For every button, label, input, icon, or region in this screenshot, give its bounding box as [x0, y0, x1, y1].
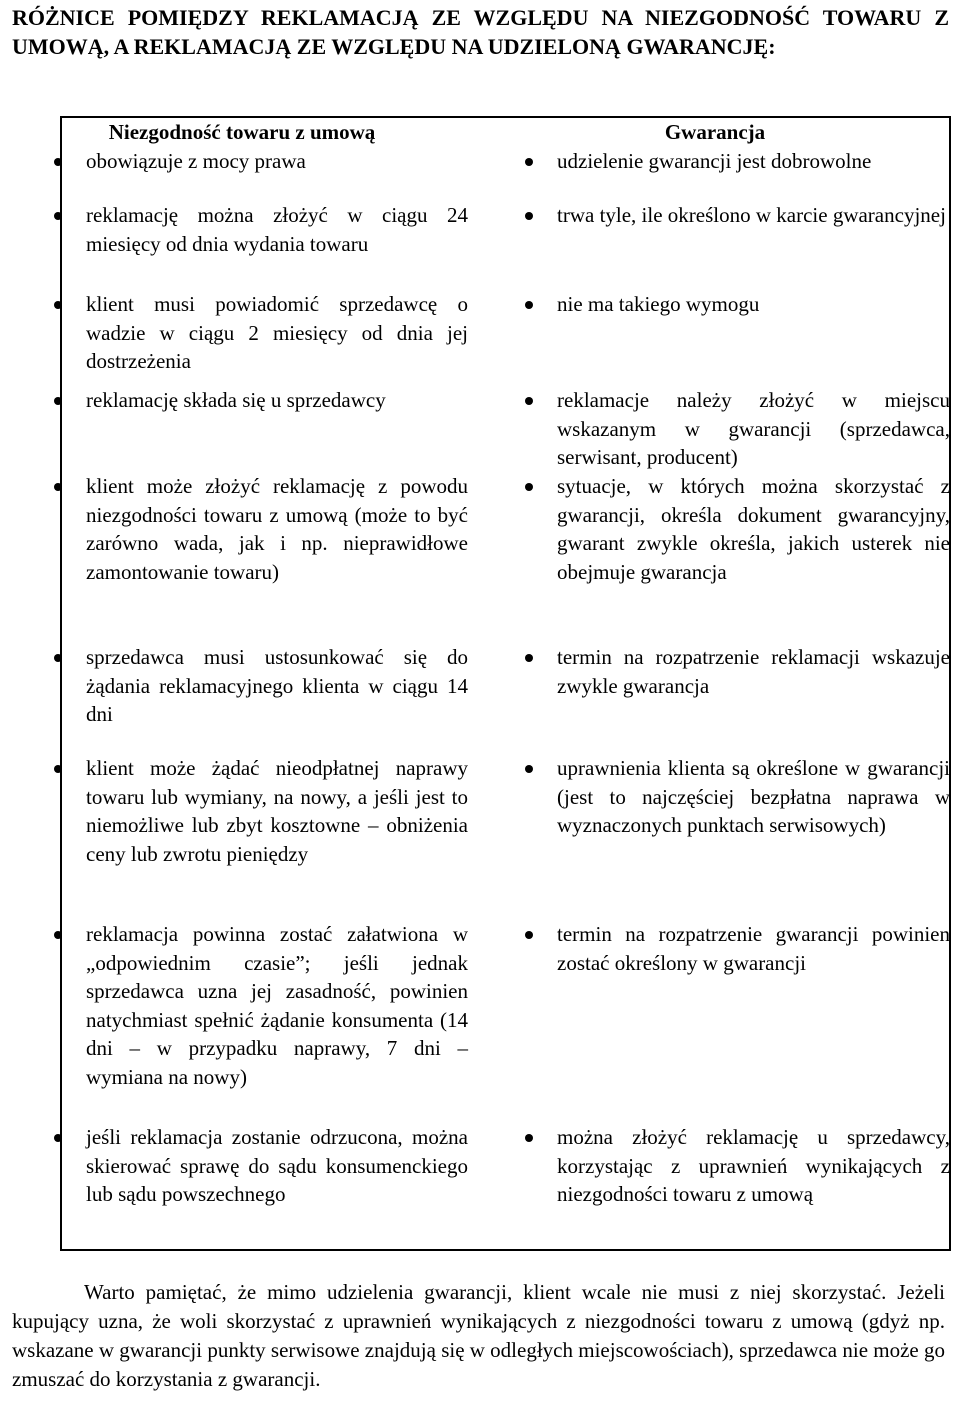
bullet-icon	[525, 483, 533, 491]
bullet-icon	[525, 931, 533, 939]
bullet-icon	[54, 1134, 62, 1142]
table-cell-right: termin na rozpatrzenie reklamacji wskazuje zwykle gwarancja	[557, 645, 950, 698]
table-cell-left: jeśli reklamacja zostanie odrzucona, można skierować sprawę do sądu konsumenckiego lub sądu powszechnego	[86, 1125, 468, 1206]
table-cell-right: trwa tyle, ile określono w karcie gwarancyjnej	[557, 203, 946, 227]
table-cell-left: klient musi powiadomić sprzedawcę o wadzie w ciągu 2 miesięcy od dnia jej dostrzeżenia	[86, 292, 468, 373]
column-header-nonconformity: Niezgodność towaru z umową	[108, 120, 376, 144]
bullet-icon	[525, 654, 533, 662]
bullet-icon	[54, 931, 62, 939]
bullet-icon	[54, 212, 62, 220]
table-cell-left: klient może żądać nieodpłatnej naprawy towaru lub wymiany, na nowy, a jeśli jest to niemożliwe lub zbyt kosztowne – obniżenia ceny lub zwrotu pieniędzy	[86, 756, 468, 866]
table-cell-right: uprawnienia klienta są określone w gwarancji (jest to najczęściej bezpłatna naprawa w wyznaczonych punktach serwisowych)	[557, 756, 950, 837]
table-cell-left: reklamację można złożyć w ciągu 24 miesięcy od dnia wydania towaru	[86, 203, 468, 256]
table-cell-right: nie ma takiego wymogu	[557, 292, 760, 316]
bullet-icon	[525, 765, 533, 773]
bullet-icon	[525, 301, 533, 309]
table-cell-left: klient może złożyć reklamację z powodu niezgodności towaru z umową (może to być zarówno wada, jak i np. nieprawidłowe zamontowanie towaru)	[86, 474, 468, 584]
table-cell-right: sytuacje, w których można skorzystać z gwarancji, określa dokument gwarancyjny, gwarant zwykle określa, jakich usterek nie obejmuje gwarancja	[557, 474, 950, 584]
bullet-icon	[525, 397, 533, 405]
bullet-icon	[54, 654, 62, 662]
table-cell-left: reklamacja powinna zostać załatwiona w „odpowiednim czasie”; jeśli jednak sprzedawca uzna jej zasadność, powinien natychmiast spełnić żądanie konsumenta (14 dni – w przypadku naprawy, 7 dni – wymiana na nowy)	[86, 922, 468, 1089]
table-cell-left: obowiązuje z mocy prawa	[86, 149, 306, 173]
closing-paragraph: Warto pamiętać, że mimo udzielenia gwarancji, klient wcale nie musi z niej skorzystać. Jeżeli kupujący uzna, że woli skorzystać z uprawnień wynikających z niezgodności towaru z umową (gdyż np. wskazane w gwarancji punkty serwisowe znajdują się w odległych miejscowościach), sprzedawca nie może go zmuszać do korzystania z gwarancji.	[12, 1280, 946, 1391]
bullet-icon	[54, 483, 62, 491]
bullet-icon	[525, 158, 533, 166]
table-cell-right: reklamacje należy złożyć w miejscu wskazanym w gwarancji (sprzedawca, serwisant, producent)	[557, 388, 950, 469]
table-cell-right: udzielenie gwarancji jest dobrowolne	[557, 149, 872, 173]
bullet-icon	[54, 765, 62, 773]
table-cell-left: sprzedawca musi ustosunkować się do żądania reklamacyjnego klienta w ciągu 14 dni	[86, 645, 468, 726]
column-header-warranty: Gwarancja	[664, 120, 766, 144]
bullet-icon	[54, 397, 62, 405]
table-cell-right: termin na rozpatrzenie gwarancji powinien zostać określony w gwarancji	[557, 922, 950, 975]
document-title: RÓŻNICE POMIĘDZY REKLAMACJĄ ZE WZGLĘDU NA NIEZGODNOŚĆ TOWARU Z UMOWĄ, A REKLAMACJĄ ZE WZGLĘDU NA UDZIELONĄ GWARANCJĘ:	[12, 5, 949, 59]
bullet-icon	[54, 301, 62, 309]
bullet-icon	[525, 1134, 533, 1142]
table-cell-left: reklamację składa się u sprzedawcy	[86, 388, 386, 412]
bullet-icon	[54, 158, 62, 166]
bullet-icon	[525, 212, 533, 220]
table-cell-right: można złożyć reklamację u sprzedawcy, korzystając z uprawnień wynikających z niezgodności towaru z umową	[557, 1125, 950, 1206]
